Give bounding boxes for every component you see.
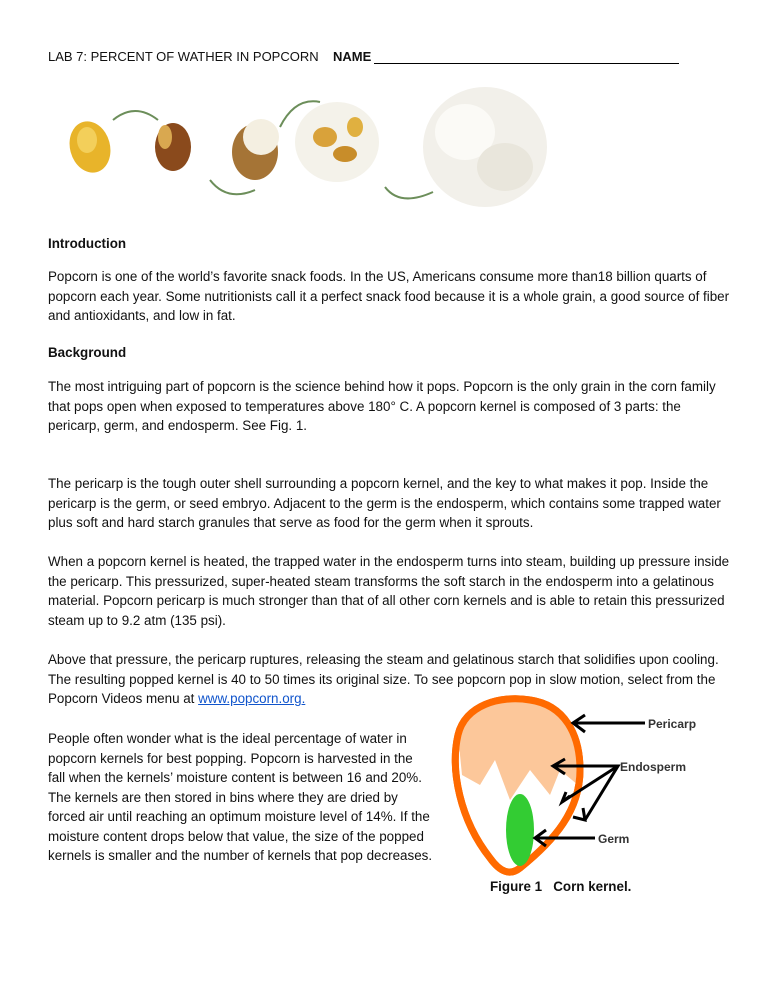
background-heading: Background [48, 345, 127, 360]
background-paragraph-5: People often wonder what is the ideal percentage of water in popcorn kernels for best popping. Popcorn is harvested in the fall when the kernels’ moisture content is between 16 and 20%. The kernels are then stored in bins where they are dried by forced air until reaching an optimum moisture level of 14%. If the moisture content drops below that value, the size of the popped kernels is smaller and the number of kernels that pop decreases. [48, 731, 433, 863]
name-field-line[interactable] [374, 63, 679, 64]
name-label: NAME [333, 49, 372, 64]
figure-caption: Figure 1 Corn kernel. [490, 879, 632, 894]
corn-kernel-figure [440, 690, 700, 880]
background-paragraph-1: The most intriguing part of popcorn is the science behind how it pops. Popcorn is the only grain in the corn family that pops open when exposed to temperatures above 180° C. A popcorn kernel is composed of 3 parts: the pericarp, germ, and endosperm. See Fig. 1. [48, 379, 716, 433]
pericarp-label: Pericarp [648, 717, 697, 731]
background-paragraph-3: When a popcorn kernel is heated, the trapped water in the endosperm turns into steam, building up pressure inside the pericarp. This pressurized, super-heated steam transforms the soft starch in the endosperm into a gelatinous material. Popcorn pericarp is much stronger than that of all other corn kernels and is able to retain this pressurized steam up to 9.2 atm (135 psi). [48, 554, 730, 628]
endosperm-label: Endosperm [620, 760, 687, 774]
lab-title: LAB 7: PERCENT OF WATHER IN POPCORN [48, 49, 319, 64]
popcorn-org-link[interactable]: www.popcorn.org. [198, 691, 306, 706]
germ-label: Germ [598, 832, 630, 846]
popcorn-stages-image [55, 82, 615, 222]
introduction-heading: Introduction [48, 236, 127, 251]
background-paragraph-2: The pericarp is the tough outer shell surrounding a popcorn kernel, and the key to what makes it pop. Inside the pericarp is the germ, or seed embryo. Adjacent to the germ is the endosperm, which contains some trapped water plus soft and hard starch granules that serve as food for the germ when it sprouts. [48, 476, 721, 530]
intro-paragraph: Popcorn is one of the world’s favorite snack foods. In the US, Americans consume more than18 billion quarts of popcorn each year. Some nutritionists call it a perfect snack food because it is a whole grain, a good source of fiber and antioxidants, and low in fat. [48, 269, 730, 323]
paragraph-text: Above that pressure, the pericarp ruptures, releasing the steam and gelatinous starch that solidifies upon cooling. The resulting popped kernel is 40 to 50 times its original size. To see popcorn pop in slow motion, select from the Popcorn Videos menu at [48, 652, 719, 706]
